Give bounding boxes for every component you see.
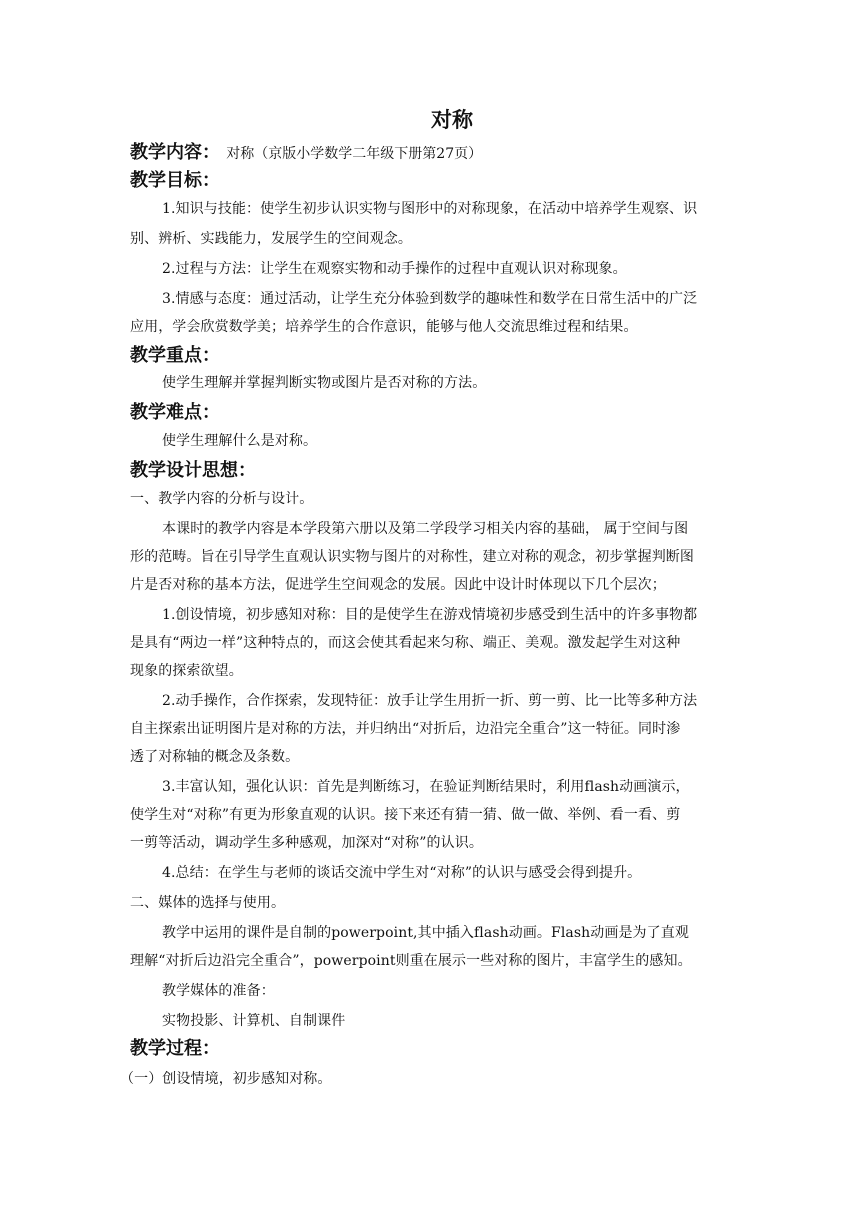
- design-line: 透了对称轴的概念及条数。: [130, 749, 300, 765]
- difficult-point-text: 使学生理解什么是对称。: [162, 433, 318, 449]
- design-line: 本课时的教学内容是本学段第六册以及第二学段学习相关内容的基础， 属于空间与图: [162, 521, 689, 537]
- objective-line: 别、辨析、实践能力，发展学生的空间观念。: [130, 231, 412, 247]
- design-line: 1.创设情境，初步感知对称：目的是使学生在游戏情境初步感受到生活中的许多事物都: [162, 607, 698, 623]
- design-line: 一、教学内容的分析与设计。: [130, 491, 314, 507]
- objective-line: 应用，学会欣赏数学美；培养学生的合作意识，能够与他人交流思维过程和结果。: [130, 319, 638, 335]
- design-heading: 教学设计思想：: [130, 460, 256, 481]
- design-line: 是具有“两边一样”这种特点的，而这会使其看起来匀称、端正、美观。激发起学生对这种: [130, 635, 681, 651]
- design-line: 2.动手操作，合作探索，发现特征：放手让学生用折一折、剪一剪、比一比等多种方法: [162, 693, 698, 709]
- design-line: 教学中运用的课件是自制的powerpoint,其中插入flash动画。Flash动画是为了直观: [162, 925, 689, 941]
- content-value: 对称（京版小学数学二年级下册第27页）: [226, 146, 483, 162]
- design-line: 形的范畴。旨在引导学生直观认识实物与图片的对称性，建立对称的观念，初步掌握判断图: [130, 549, 694, 565]
- difficult-point-heading: 教学难点：: [130, 402, 220, 423]
- design-line: 现象的探索欲望。: [130, 663, 243, 679]
- design-line: 二、媒体的选择与使用。: [130, 895, 286, 911]
- design-line: 实物投影、计算机、自制课件: [162, 1013, 346, 1029]
- process-heading: 教学过程：: [130, 1038, 220, 1059]
- content-heading: [130, 138, 482, 164]
- design-line: 一剪等活动，调动学生多种感观，加深对“对称”的认识。: [130, 835, 483, 851]
- design-line: 片是否对称的基本方法，促进学生空间观念的发展。因此中设计时体现以下几个层次；: [130, 577, 666, 593]
- document-title: 对称: [431, 108, 473, 132]
- design-line: 使学生对“对称”有更为形象直观的认识。接下来还有猜一猜、做一做、举例、看一看、剪: [130, 807, 681, 823]
- process-step: （一）创设情境，初步感知对称。: [120, 1071, 332, 1087]
- design-line: 4.总结：在学生与老师的谈话交流中学生对“对称”的认识与感受会得到提升。: [162, 865, 642, 881]
- key-point-heading: 教学重点：: [130, 345, 220, 366]
- objective-line: 2.过程与方法：让学生在观察实物和动手操作的过程中直观认识对称现象。: [162, 261, 627, 277]
- design-line: 3.丰富认知，强化认识：首先是判断练习，在验证判断结果时，利用flash动画演示，: [162, 779, 690, 795]
- objectives-heading: 教学目标：: [130, 170, 220, 191]
- objective-line: 3.情感与态度：通过活动，让学生充分体验到数学的趣味性和数学在日常生活中的广泛: [162, 291, 698, 307]
- design-line: 自主探索出证明图片是对称的方法，并归纳出“对折后，边沿完全重合”这一特征。同时渗: [130, 721, 681, 737]
- content-label: 教学内容：: [130, 142, 220, 163]
- objective-line: 1.知识与技能：使学生初步认识实物与图形中的对称现象，在活动中培养学生观察、识: [162, 201, 698, 217]
- design-line: 教学媒体的准备：: [162, 983, 275, 999]
- design-line: 理解“对折后边沿完全重合”，powerpoint则重在展示一些对称的图片，丰富学生的感知。: [130, 953, 692, 969]
- key-point-text: 使学生理解并掌握判断实物或图片是否对称的方法。: [162, 375, 487, 391]
